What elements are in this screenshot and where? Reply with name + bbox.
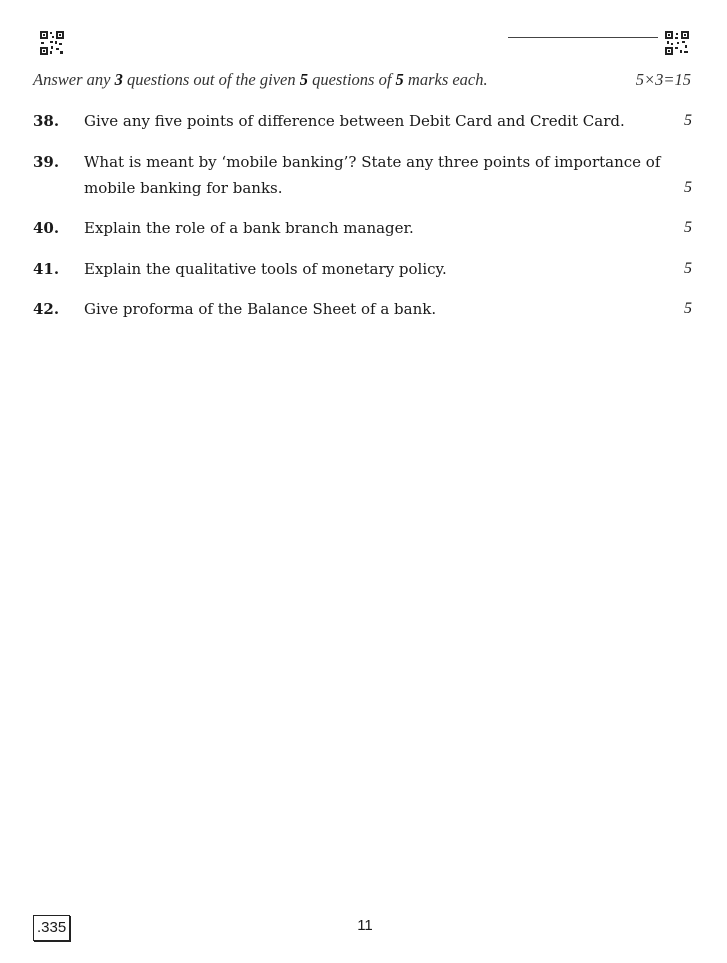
instruction-marks: 5 (395, 70, 404, 89)
question-40 (33, 215, 692, 241)
question-42 (33, 296, 692, 322)
instruction-count: 3 (114, 70, 123, 89)
question-38 (33, 108, 692, 134)
paper-code-box: .335 (33, 915, 70, 941)
question-text: Explain the qualitative tools of monetary policy. (84, 260, 447, 278)
instruction-total: 5 (299, 70, 308, 89)
question-41 (33, 256, 692, 282)
page-number: 11 (357, 917, 373, 934)
question-text: Explain the role of a bank branch manager. (84, 219, 414, 237)
qr-code-icon (40, 31, 64, 55)
question-marks: 5 (684, 260, 692, 277)
question-marks: 5 (684, 300, 692, 317)
question-text: What is meant by ‘mobile banking’? State any three points of importance of mobile banking for banks. (84, 153, 661, 197)
question-number: 41. (33, 260, 60, 278)
question-text: Give proforma of the Balance Sheet of a bank. (84, 300, 437, 318)
section-instruction (33, 70, 691, 90)
header-rule (508, 37, 658, 38)
question-text: Give any five points of difference between Debit Card and Credit Card. (84, 112, 625, 130)
section-marks-summary: 5×3=15 (635, 70, 691, 89)
question-number: 40. (33, 219, 60, 237)
question-marks: 5 (684, 219, 692, 236)
instruction-mid2: questions of (307, 70, 396, 89)
question-number: 39. (33, 153, 60, 171)
question-39 (33, 149, 692, 201)
instruction-pre: Answer any (33, 70, 115, 89)
question-number: 42. (33, 300, 60, 318)
question-marks: 5 (684, 112, 692, 129)
question-number: 38. (33, 112, 60, 130)
question-marks: 5 (684, 179, 692, 196)
instruction-post: marks each. (403, 70, 488, 89)
qr-code-icon (665, 31, 689, 55)
instruction-text (33, 70, 488, 90)
instruction-mid: questions out of the given (122, 70, 300, 89)
